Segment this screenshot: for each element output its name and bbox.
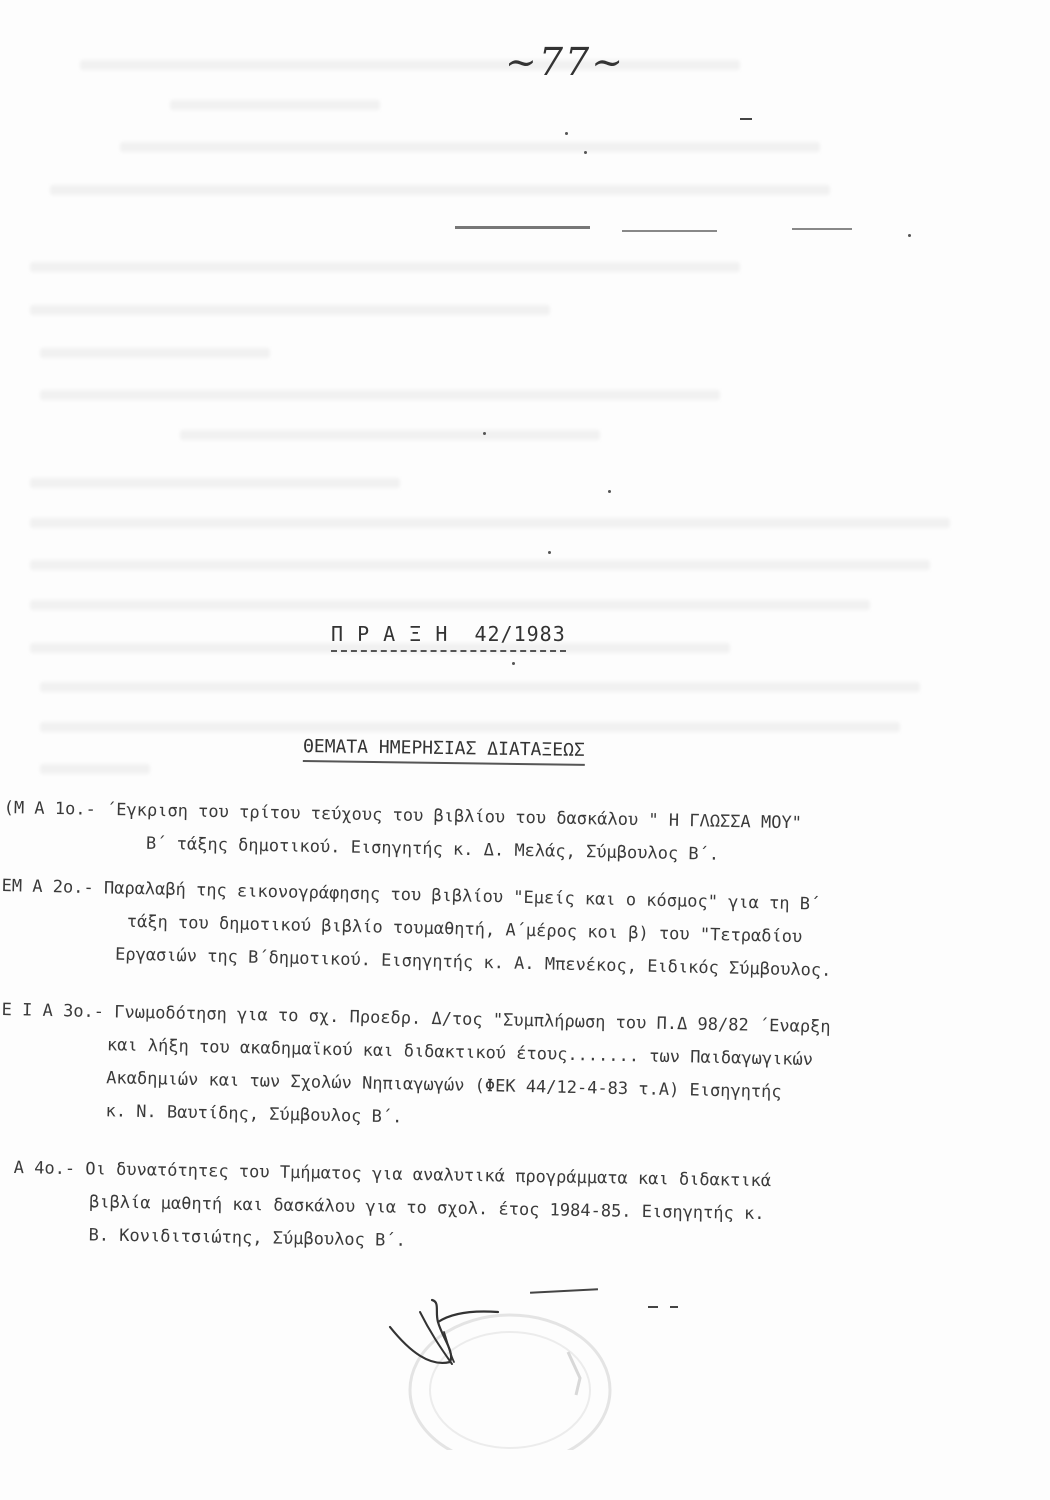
agenda-item-text: τάξη του δημοτικού βιβλίο τουμαθητή, Α΄μέρος κοι β) του "Τετραδίου xyxy=(126,911,803,948)
agenda-item-text: Ακαδημιών και των Σχολών Νηπιαγωγών (ΦΕΚ 44/12-4-83 τ.Α) Εισηγητής xyxy=(106,1068,782,1103)
agenda-item-text: Β. Κονιδιτσιώτης, Σύμβουλος Β΄. xyxy=(88,1225,406,1251)
agenda-item-text: και λήξη του ακαδημαϊκού και διδακτικού έτους....... των Παιδαγωγικών xyxy=(106,1035,814,1070)
closing-rule xyxy=(530,1288,598,1294)
handwritten-signature-icon xyxy=(380,1292,520,1372)
agenda-item-2 xyxy=(0,870,833,988)
agenda-item-text: ΄Εγκριση του τρίτου τεύχους του βιβλίου του δασκάλου " Η ΓΛΩΣΣΑ ΜΟΥ" xyxy=(105,799,803,834)
ink-dot xyxy=(584,151,587,154)
agenda-item-1 xyxy=(3,792,802,873)
ink-dot xyxy=(483,432,486,435)
smudged-rule xyxy=(792,228,852,230)
agenda-item-text: Οι δυνατότητες του Τμήματος για αναλυτικά προγράμματα και διδακτικά xyxy=(85,1159,772,1192)
agenda-item-3 xyxy=(0,994,831,1143)
agenda-item-label: Α 4ο.- xyxy=(13,1157,76,1180)
page-number: ~77~ xyxy=(505,40,626,84)
closing-rule xyxy=(670,1306,678,1308)
agenda-item-text: βιβλία μαθητή και δασκάλου για το σχολ. έτος 1984-85. Εισηγητής κ. xyxy=(88,1192,765,1225)
ink-dot xyxy=(548,551,551,554)
deed-title: Π Ρ Α Ξ Η 42/1983 xyxy=(331,622,566,652)
agenda-item-text: Γνωμοδότηση για το σχ. Προεδρ. Δ/τος "Συμπλήρωση του Π.Δ 98/82 ΄Εναρξη xyxy=(114,1002,831,1038)
agenda-item-4 xyxy=(12,1152,771,1264)
agenda-item-label: Ε Ι Α 3ο.- xyxy=(1,999,105,1023)
agenda-item-text: κ. Ν. Βαυτίδης, Σύμβουλος Β΄. xyxy=(105,1101,403,1128)
agenda-heading: ΘΕΜΑΤΑ ΗΜΕΡΗΣΙΑΣ ΔΙΑΤΑΞΕΩΣ xyxy=(303,736,585,766)
agenda-item-text: Β΄ τάξης δημοτικού. Εισηγητής κ. Δ. Μελάς, Σύμβουλος Β΄. xyxy=(145,833,720,865)
ink-dot xyxy=(512,662,515,665)
agenda-item-text: Παραλαβή της εικονογράφησης του βιβλίου "Εμείς και ο κόσμος" για τη Β΄ xyxy=(103,878,821,915)
ink-dot xyxy=(608,490,611,493)
agenda-item-label: ΕΜ Α 2ο.- xyxy=(1,875,94,899)
ink-dot xyxy=(908,234,911,237)
closing-rule xyxy=(648,1306,658,1308)
smudged-rule xyxy=(622,230,717,232)
agenda-item-label: (Μ Α 1ο.- xyxy=(3,797,96,820)
agenda-item-text: Εργασιών της Β΄δημοτικού. Εισηγητής κ. Α. Μπενέκος, Ειδικός Σύμβουλος. xyxy=(114,944,832,981)
ink-mark xyxy=(740,118,752,120)
smudged-rule xyxy=(455,226,590,229)
ink-dot xyxy=(565,132,568,135)
